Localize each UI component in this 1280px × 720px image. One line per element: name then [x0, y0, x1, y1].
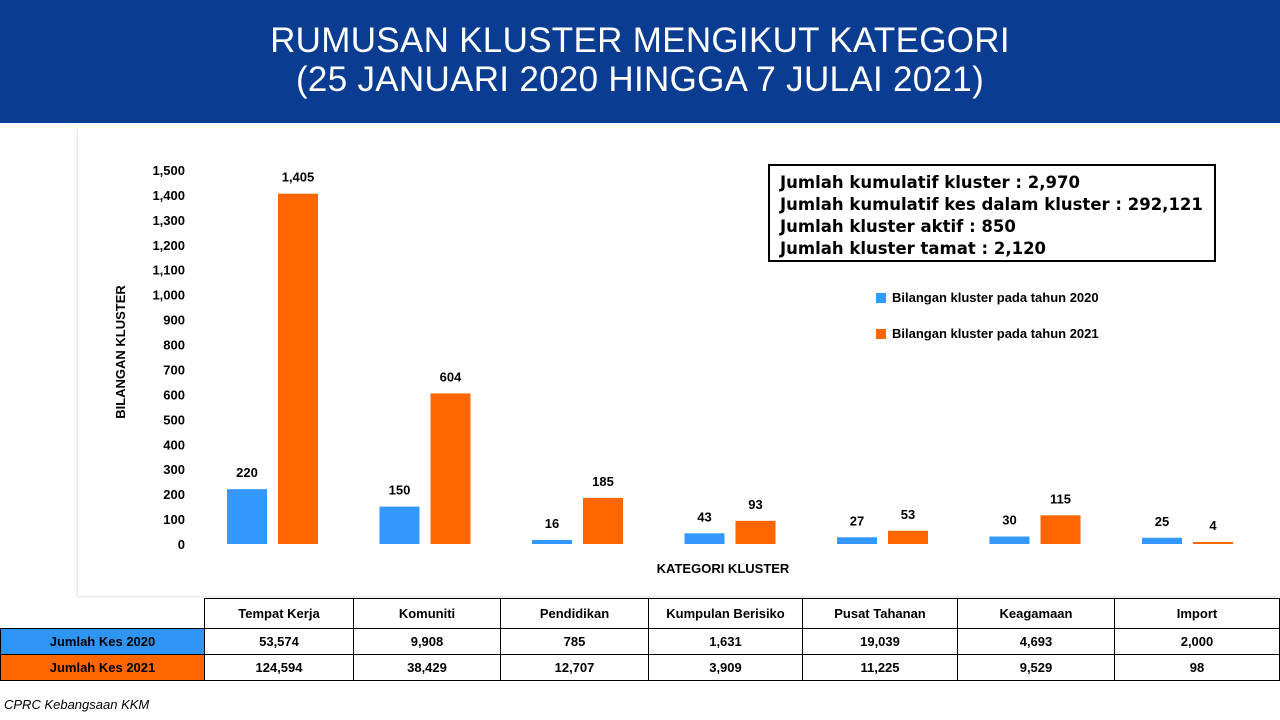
table-cell: 53,574 — [205, 629, 354, 655]
y-tick-label: 1,100 — [152, 262, 185, 278]
bar-2021 — [1041, 515, 1081, 544]
y-tick-label: 500 — [163, 412, 185, 428]
data-label: 25 — [1154, 513, 1170, 529]
source-note: CPRC Kebangsaan KKM — [4, 697, 150, 712]
data-label: 43 — [697, 509, 712, 525]
table-row — [1, 655, 1280, 681]
table-header-row — [1, 599, 1280, 629]
data-label: 27 — [849, 513, 865, 529]
table-cell: 4,693 — [958, 629, 1115, 655]
table-cell: 1,631 — [649, 629, 803, 655]
data-label: 220 — [236, 465, 258, 481]
table-cell: 124,594 — [205, 655, 354, 681]
y-tick-label: 400 — [163, 437, 185, 453]
data-label: 185 — [592, 473, 614, 489]
table-col-header: Tempat Kerja — [205, 599, 354, 629]
bar-2020 — [532, 540, 572, 544]
table-cell: 2,000 — [1115, 629, 1280, 655]
data-label: 604 — [439, 369, 462, 385]
y-tick-label: 300 — [163, 462, 185, 478]
x-axis-title: KATEGORI KLUSTER — [656, 561, 790, 576]
table-cell: 11,225 — [803, 655, 958, 681]
title-line-1: RUMUSAN KLUSTER MENGIKUT KATEGORI — [270, 21, 1010, 60]
legend-label-2021: Bilangan kluster pada tahun 2021 — [892, 326, 1099, 341]
summary-box — [768, 164, 1216, 262]
bar-2021 — [431, 393, 471, 544]
y-tick-label: 700 — [163, 362, 185, 378]
legend-item-2021 — [876, 326, 1099, 341]
summary-line-active-clusters: Jumlah kluster aktif : 850 — [780, 217, 1016, 236]
bar-2021 — [888, 531, 928, 544]
data-label: 53 — [900, 506, 916, 522]
table-cell: 9,908 — [354, 629, 501, 655]
bar-2021 — [583, 498, 623, 544]
y-tick-label: 1,000 — [152, 287, 185, 303]
table-col-header: Pendidikan — [501, 599, 649, 629]
data-label: 30 — [1002, 512, 1017, 528]
bar-2020 — [990, 537, 1030, 544]
summary-line-ended-clusters: Jumlah kluster tamat : 2,120 — [780, 239, 1047, 258]
table-cell: 785 — [501, 629, 649, 655]
row-label-2021: Jumlah Kes 2021 — [1, 655, 205, 681]
table-corner — [1, 599, 205, 629]
data-label: 1,405 — [281, 169, 315, 185]
legend-swatch-2021 — [876, 329, 886, 339]
y-axis-title: BILANGAN KLUSTER — [113, 285, 128, 419]
row-label-2020: Jumlah Kes 2020 — [1, 629, 205, 655]
bar-2020 — [1142, 538, 1182, 544]
legend-label-2020: Bilangan kluster pada tahun 2020 — [892, 290, 1099, 305]
table-col-header: Import — [1115, 599, 1280, 629]
data-label: 93 — [748, 496, 763, 512]
table-cell: 3,909 — [649, 655, 803, 681]
summary-line-cumulative-cases: Jumlah kumulatif kes dalam kluster : 292,121 — [780, 195, 1203, 214]
table-cell: 38,429 — [354, 655, 501, 681]
y-tick-label: 100 — [163, 512, 185, 528]
bar-2020 — [685, 533, 725, 544]
bar-2021 — [1193, 542, 1233, 544]
table-col-header: Keagamaan — [958, 599, 1115, 629]
bar-2021 — [736, 521, 776, 544]
table-col-header: Kumpulan Berisiko — [649, 599, 803, 629]
title-line-2: (25 JANUARI 2020 HINGGA 7 JULAI 2021) — [295, 60, 985, 99]
legend-swatch-2020 — [876, 293, 886, 303]
table-cell: 9,529 — [958, 655, 1115, 681]
data-label: 115 — [1050, 491, 1071, 507]
table-col-header: Komuniti — [354, 599, 501, 629]
table-row — [1, 629, 1280, 655]
bar-2020 — [227, 489, 267, 544]
legend-item-2020 — [876, 290, 1099, 305]
table-cell: 98 — [1115, 655, 1280, 681]
y-tick-label: 200 — [163, 487, 185, 503]
summary-line-cumulative-clusters: Jumlah kumulatif kluster : 2,970 — [780, 173, 1080, 192]
y-tick-label: 1,300 — [152, 212, 185, 228]
data-label: 4 — [1209, 518, 1217, 533]
case-table — [0, 598, 1280, 681]
table-cell: 12,707 — [501, 655, 649, 681]
data-label: 150 — [388, 482, 411, 498]
bar-2020 — [837, 537, 877, 544]
y-tick-label: 1,400 — [152, 187, 185, 203]
bar-2020 — [380, 507, 420, 544]
table-col-header: Pusat Tahanan — [803, 599, 958, 629]
y-tick-label: 1,500 — [152, 163, 185, 178]
y-tick-label: 600 — [163, 387, 185, 403]
y-tick-label: 800 — [163, 337, 185, 353]
bar-2021 — [278, 194, 318, 544]
y-tick-label: 1,200 — [152, 237, 185, 253]
data-label: 16 — [544, 516, 560, 532]
table-cell: 19,039 — [803, 629, 958, 655]
y-tick-label: 900 — [163, 312, 185, 328]
y-tick-label: 0 — [177, 537, 185, 552]
